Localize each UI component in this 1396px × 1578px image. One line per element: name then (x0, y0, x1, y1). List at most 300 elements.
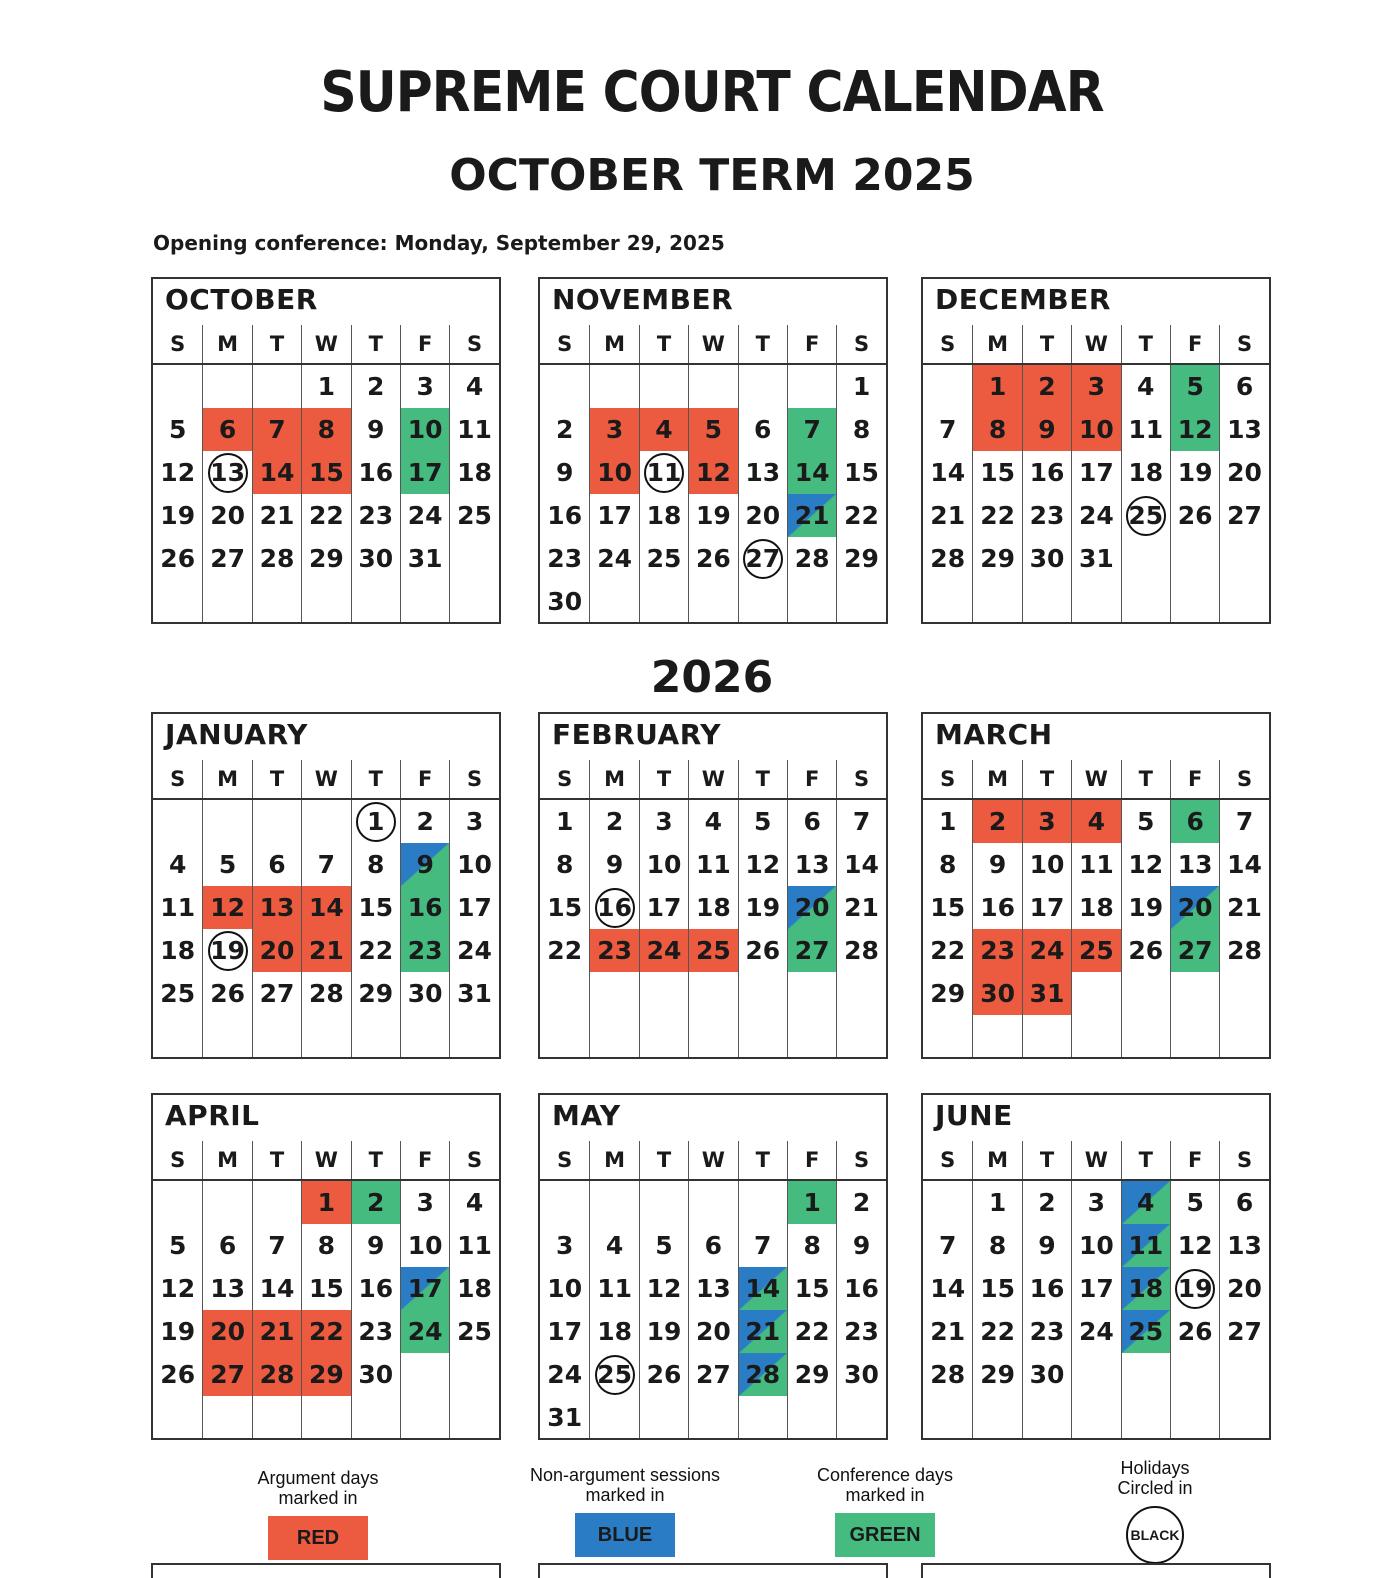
day-cell: 12 (1170, 408, 1219, 451)
day-cell: 15 (836, 451, 885, 494)
day-cell: 24 (1022, 929, 1071, 972)
empty-cell (153, 1181, 202, 1224)
day-cell: 4 (688, 800, 737, 843)
day-cell: 12 (688, 451, 737, 494)
day-cell: 29 (351, 972, 400, 1015)
empty-cell (688, 1396, 737, 1438)
empty-cell (738, 1396, 787, 1438)
weekday-label: T (252, 760, 301, 798)
day-cell: 27 (252, 972, 301, 1015)
day-cell: 20 (202, 1310, 251, 1353)
week-row (153, 972, 499, 1015)
weekday-label: S (836, 1141, 885, 1179)
day-cell: 5 (1170, 1181, 1219, 1224)
day-cell: 14 (252, 1267, 301, 1310)
empty-cell (1170, 1353, 1219, 1396)
day-cell: 21 (738, 1310, 787, 1353)
legend-argument-line1: Argument days (257, 1468, 379, 1488)
day-cell: 11 (449, 1224, 498, 1267)
empty-cell (639, 365, 688, 408)
week-row (153, 580, 499, 622)
day-cell: 18 (639, 494, 688, 537)
day-cell: 8 (351, 843, 400, 886)
week-row (540, 451, 886, 494)
day-cell: 28 (301, 972, 350, 1015)
empty-cell (351, 580, 400, 622)
month-name: OCTOBER (165, 283, 318, 316)
weekday-label: S (449, 760, 498, 798)
day-cell: 14 (738, 1267, 787, 1310)
week-row (540, 1181, 886, 1224)
day-cell: 24 (400, 494, 449, 537)
empty-cell (202, 1396, 251, 1438)
empty-cell (589, 1396, 638, 1438)
day-cell: 27 (787, 929, 836, 972)
weekday-label: F (400, 760, 449, 798)
weekday-label: M (202, 325, 251, 363)
day-cell: 5 (688, 408, 737, 451)
empty-cell (1219, 972, 1268, 1015)
day-cell: 21 (836, 886, 885, 929)
empty-cell (787, 580, 836, 622)
day-cell: 30 (351, 537, 400, 580)
weekday-label: S (557, 767, 573, 791)
day-cell: 11 (589, 1267, 638, 1310)
day-cell: 28 (836, 929, 885, 972)
day-cell: 5 (168, 1231, 187, 1260)
day-cell: 2 (351, 1181, 400, 1224)
empty-cell (787, 1396, 836, 1438)
empty-cell (252, 1396, 301, 1438)
day-cell: 3 (589, 408, 638, 451)
day-cell: 8 (938, 850, 957, 879)
weekday-label: T (1121, 325, 1170, 363)
empty-cell (688, 972, 737, 1015)
day-cell: 11 (1071, 843, 1120, 886)
empty-cell (1121, 1015, 1170, 1057)
day-cell: 18 (449, 1267, 498, 1310)
day-cell: 30 (1022, 1353, 1071, 1396)
day-cell: 9 (1022, 1224, 1071, 1267)
empty-cell (202, 580, 251, 622)
day-cell: 22 (547, 936, 583, 965)
weekday-label: F (787, 1141, 836, 1179)
empty-cell (540, 972, 589, 1015)
day-cell: 4 (1071, 800, 1120, 843)
day-cell: 16 (400, 886, 449, 929)
day-cell: 12 (160, 1274, 196, 1303)
holiday-circle: 11 (644, 453, 684, 493)
empty-cell (589, 1015, 638, 1057)
week-row (923, 800, 1269, 843)
empty-cell (1170, 537, 1219, 580)
empty-cell (540, 1015, 589, 1057)
day-cell: 22 (972, 1310, 1021, 1353)
weekday-label: T (639, 1141, 688, 1179)
legend-holidays (1095, 1458, 1215, 1564)
day-cell: 21 (787, 494, 836, 537)
month-name: MARCH (935, 718, 1053, 751)
empty-cell (688, 1015, 737, 1057)
day-cell: 26 (160, 544, 196, 573)
empty-cell (351, 1015, 400, 1057)
weekday-label: T (639, 325, 688, 363)
day-cell (1121, 494, 1170, 537)
empty-cell (688, 580, 737, 622)
empty-cell (252, 800, 301, 843)
weekday-label: S (449, 325, 498, 363)
week-row (153, 886, 499, 929)
day-cell (202, 451, 251, 494)
day-cell: 9 (351, 1224, 400, 1267)
weekday-label: F (400, 325, 449, 363)
week-row (153, 408, 499, 451)
weekday-header (540, 325, 886, 365)
day-cell: 3 (400, 1181, 449, 1224)
empty-cell (540, 1181, 589, 1224)
month-name: DECEMBER (935, 283, 1111, 316)
week-row (923, 537, 1269, 580)
day-cell: 1 (836, 365, 885, 408)
day-cell: 19 (639, 1310, 688, 1353)
day-cell: 24 (547, 1360, 583, 1389)
weekday-label: S (940, 332, 956, 356)
weekday-label: T (738, 1141, 787, 1179)
day-cell: 17 (547, 1317, 583, 1346)
weekday-label: S (170, 767, 186, 791)
weekday-label: T (351, 760, 400, 798)
empty-cell (688, 1181, 737, 1224)
weekday-label: W (1071, 1141, 1120, 1179)
day-cell: 20 (787, 886, 836, 929)
week-row (923, 1015, 1269, 1057)
empty-cell (787, 1015, 836, 1057)
empty-cell (836, 1396, 885, 1438)
week-row (923, 451, 1269, 494)
empty-cell (301, 1015, 350, 1057)
day-cell: 22 (972, 494, 1021, 537)
week-row (923, 972, 1269, 1015)
empty-cell (688, 365, 737, 408)
day-cell: 14 (930, 1274, 966, 1303)
empty-cell (589, 972, 638, 1015)
empty-cell (972, 580, 1021, 622)
day-cell (202, 929, 251, 972)
weekday-label: M (202, 1141, 251, 1179)
week-row (540, 843, 886, 886)
day-cell: 18 (160, 936, 196, 965)
week-row (153, 1224, 499, 1267)
day-cell: 16 (351, 1267, 400, 1310)
day-cell: 15 (301, 1267, 350, 1310)
day-cell: 15 (787, 1267, 836, 1310)
day-cell: 14 (301, 886, 350, 929)
day-cell: 18 (688, 886, 737, 929)
day-cell: 27 (1170, 929, 1219, 972)
day-cell: 1 (787, 1181, 836, 1224)
month-november (538, 277, 888, 624)
day-cell: 26 (202, 972, 251, 1015)
empty-cell (738, 972, 787, 1015)
day-cell: 21 (930, 1317, 966, 1346)
day-cell: 6 (1219, 365, 1268, 408)
day-cell: 7 (787, 408, 836, 451)
week-row (540, 408, 886, 451)
empty-cell (351, 1396, 400, 1438)
day-cell: 20 (1219, 1267, 1268, 1310)
day-cell: 10 (1022, 843, 1071, 886)
day-cell: 27 (1219, 494, 1268, 537)
day-cell: 19 (160, 1317, 196, 1346)
day-cell: 8 (836, 408, 885, 451)
weekday-label: T (1022, 325, 1071, 363)
week-row (923, 1267, 1269, 1310)
weekday-label: W (688, 325, 737, 363)
day-cell: 7 (252, 408, 301, 451)
next-page-edge (538, 1563, 888, 1578)
day-cell: 2 (1022, 1181, 1071, 1224)
empty-cell (1022, 1015, 1071, 1057)
day-cell: 18 (1121, 1267, 1170, 1310)
weekday-label: S (449, 1141, 498, 1179)
legend-argument (238, 1468, 398, 1560)
day-cell: 18 (1071, 886, 1120, 929)
empty-cell (738, 1181, 787, 1224)
weekday-label: S (940, 767, 956, 791)
legend-conference (800, 1465, 970, 1557)
day-cell: 14 (787, 451, 836, 494)
day-cell: 31 (547, 1402, 583, 1432)
holiday-circle: 16 (595, 888, 635, 928)
day-cell: 14 (836, 843, 885, 886)
day-cell: 9 (589, 843, 638, 886)
week-row (540, 537, 886, 580)
empty-cell (1219, 537, 1268, 580)
empty-cell (787, 365, 836, 408)
weekday-label: S (170, 332, 186, 356)
weekday-label: T (351, 325, 400, 363)
legend-conference-line1: Conference days (816, 1465, 954, 1485)
empty-cell (449, 1015, 498, 1057)
day-cell: 2 (555, 415, 574, 444)
legend-non-argument (520, 1465, 730, 1557)
empty-cell (1121, 537, 1170, 580)
day-cell: 30 (547, 586, 583, 616)
day-cell: 7 (252, 1224, 301, 1267)
day-cell: 19 (1170, 451, 1219, 494)
day-cell (738, 537, 787, 580)
weekday-header (153, 1141, 499, 1181)
day-cell: 5 (202, 843, 251, 886)
legend-blue-swatch: BLUE (575, 1513, 675, 1557)
day-cell: 25 (1071, 929, 1120, 972)
day-cell: 17 (400, 451, 449, 494)
day-cell: 23 (400, 929, 449, 972)
day-cell: 7 (1219, 800, 1268, 843)
day-cell: 28 (738, 1353, 787, 1396)
empty-cell (1071, 1353, 1120, 1396)
weekday-label: S (170, 1148, 186, 1172)
day-cell: 21 (930, 501, 966, 530)
day-cell (1170, 1267, 1219, 1310)
day-cell: 20 (738, 494, 787, 537)
day-cell: 13 (738, 451, 787, 494)
weekday-label: M (589, 1141, 638, 1179)
day-cell: 25 (449, 494, 498, 537)
empty-cell (639, 580, 688, 622)
day-cell: 17 (589, 494, 638, 537)
weekday-label: W (301, 1141, 350, 1179)
day-cell: 25 (1121, 1310, 1170, 1353)
empty-cell (639, 1396, 688, 1438)
weekday-label: F (1170, 1141, 1219, 1179)
day-cell: 26 (1170, 1310, 1219, 1353)
month-name: JANUARY (165, 718, 308, 751)
day-cell: 7 (938, 1231, 957, 1260)
holiday-circle: 19 (1175, 1269, 1215, 1309)
week-row (923, 929, 1269, 972)
legend-conference-line2: marked in (845, 1485, 925, 1505)
weekday-label: M (972, 760, 1021, 798)
week-row (923, 494, 1269, 537)
day-cell (589, 1353, 638, 1396)
weekday-label: W (301, 325, 350, 363)
week-row (923, 580, 1269, 622)
week-row (153, 1353, 499, 1396)
page-title: SUPREME COURT CALENDAR (320, 60, 1104, 125)
week-row (540, 1224, 886, 1267)
day-cell: 25 (639, 537, 688, 580)
empty-cell (1121, 1396, 1170, 1438)
day-cell: 29 (301, 1353, 350, 1396)
legend-non-argument-line1: Non-argument sessions (529, 1465, 721, 1485)
day-cell: 24 (449, 929, 498, 972)
empty-cell (1071, 972, 1120, 1015)
empty-cell (923, 365, 972, 408)
legend-green-swatch: GREEN (835, 1513, 935, 1557)
day-cell: 9 (351, 408, 400, 451)
day-cell: 22 (351, 929, 400, 972)
weekday-label: M (202, 760, 251, 798)
day-cell: 30 (400, 972, 449, 1015)
weekday-label: F (787, 760, 836, 798)
weekday-label: W (301, 760, 350, 798)
opening-conference-note: Opening conference: Monday, September 29, 2025 (153, 231, 725, 255)
day-cell: 13 (202, 1267, 251, 1310)
week-row (923, 843, 1269, 886)
day-cell: 1 (972, 1181, 1021, 1224)
empty-cell (153, 580, 202, 622)
day-cell: 8 (555, 850, 574, 879)
legend-argument-line2: marked in (278, 1488, 358, 1508)
day-cell: 5 (1121, 800, 1170, 843)
day-cell: 12 (1170, 1224, 1219, 1267)
empty-cell (301, 800, 350, 843)
day-cell: 15 (972, 451, 1021, 494)
empty-cell (400, 1396, 449, 1438)
week-row (153, 537, 499, 580)
empty-cell (449, 537, 498, 580)
empty-cell (1121, 972, 1170, 1015)
day-cell: 10 (1071, 408, 1120, 451)
empty-cell (1071, 580, 1120, 622)
day-cell: 21 (252, 494, 301, 537)
day-cell: 4 (639, 408, 688, 451)
legend-red-swatch: RED (268, 1516, 368, 1560)
day-cell: 8 (972, 1224, 1021, 1267)
week-row (923, 365, 1269, 408)
day-cell: 25 (160, 979, 196, 1008)
empty-cell (252, 580, 301, 622)
day-cell: 16 (1022, 451, 1071, 494)
empty-cell (972, 1396, 1021, 1438)
day-cell: 2 (972, 800, 1021, 843)
day-cell: 31 (449, 972, 498, 1015)
week-row (923, 1353, 1269, 1396)
day-cell: 17 (449, 886, 498, 929)
empty-cell (923, 1181, 972, 1224)
day-cell: 31 (1071, 537, 1120, 580)
day-cell: 3 (1071, 1181, 1120, 1224)
day-cell: 15 (351, 886, 400, 929)
day-cell: 3 (639, 800, 688, 843)
weekday-label: M (589, 325, 638, 363)
week-row (923, 1181, 1269, 1224)
day-cell: 17 (1022, 886, 1071, 929)
empty-cell (540, 365, 589, 408)
week-row (153, 800, 499, 843)
empty-cell (1071, 1396, 1120, 1438)
empty-cell (836, 1015, 885, 1057)
week-row (153, 1310, 499, 1353)
day-cell: 13 (252, 886, 301, 929)
weekday-label: W (688, 1141, 737, 1179)
day-cell: 3 (555, 1231, 574, 1260)
day-cell: 7 (836, 800, 885, 843)
empty-cell (252, 1015, 301, 1057)
day-cell: 13 (787, 843, 836, 886)
day-cell: 23 (547, 544, 583, 573)
empty-cell (252, 1181, 301, 1224)
day-cell: 24 (1071, 494, 1120, 537)
empty-cell (1170, 972, 1219, 1015)
month-name: APRIL (165, 1099, 260, 1132)
empty-cell (836, 580, 885, 622)
day-cell: 1 (938, 807, 957, 836)
day-cell: 26 (639, 1353, 688, 1396)
weekday-label: T (738, 325, 787, 363)
day-cell: 6 (1170, 800, 1219, 843)
day-cell: 13 (1170, 843, 1219, 886)
day-cell: 10 (449, 843, 498, 886)
day-cell: 13 (1219, 1224, 1268, 1267)
day-cell: 1 (301, 1181, 350, 1224)
term-subtitle: OCTOBER TERM 2025 (449, 150, 975, 201)
day-cell: 5 (1170, 365, 1219, 408)
week-row (540, 800, 886, 843)
day-cell: 11 (1121, 1224, 1170, 1267)
day-cell: 6 (202, 408, 251, 451)
day-cell: 6 (1219, 1181, 1268, 1224)
weekday-label: S (940, 1148, 956, 1172)
day-cell: 27 (1219, 1310, 1268, 1353)
empty-cell (1121, 1353, 1170, 1396)
weekday-label: M (972, 1141, 1021, 1179)
day-cell: 23 (589, 929, 638, 972)
week-row (153, 1181, 499, 1224)
week-row (540, 972, 886, 1015)
day-cell: 4 (449, 1181, 498, 1224)
